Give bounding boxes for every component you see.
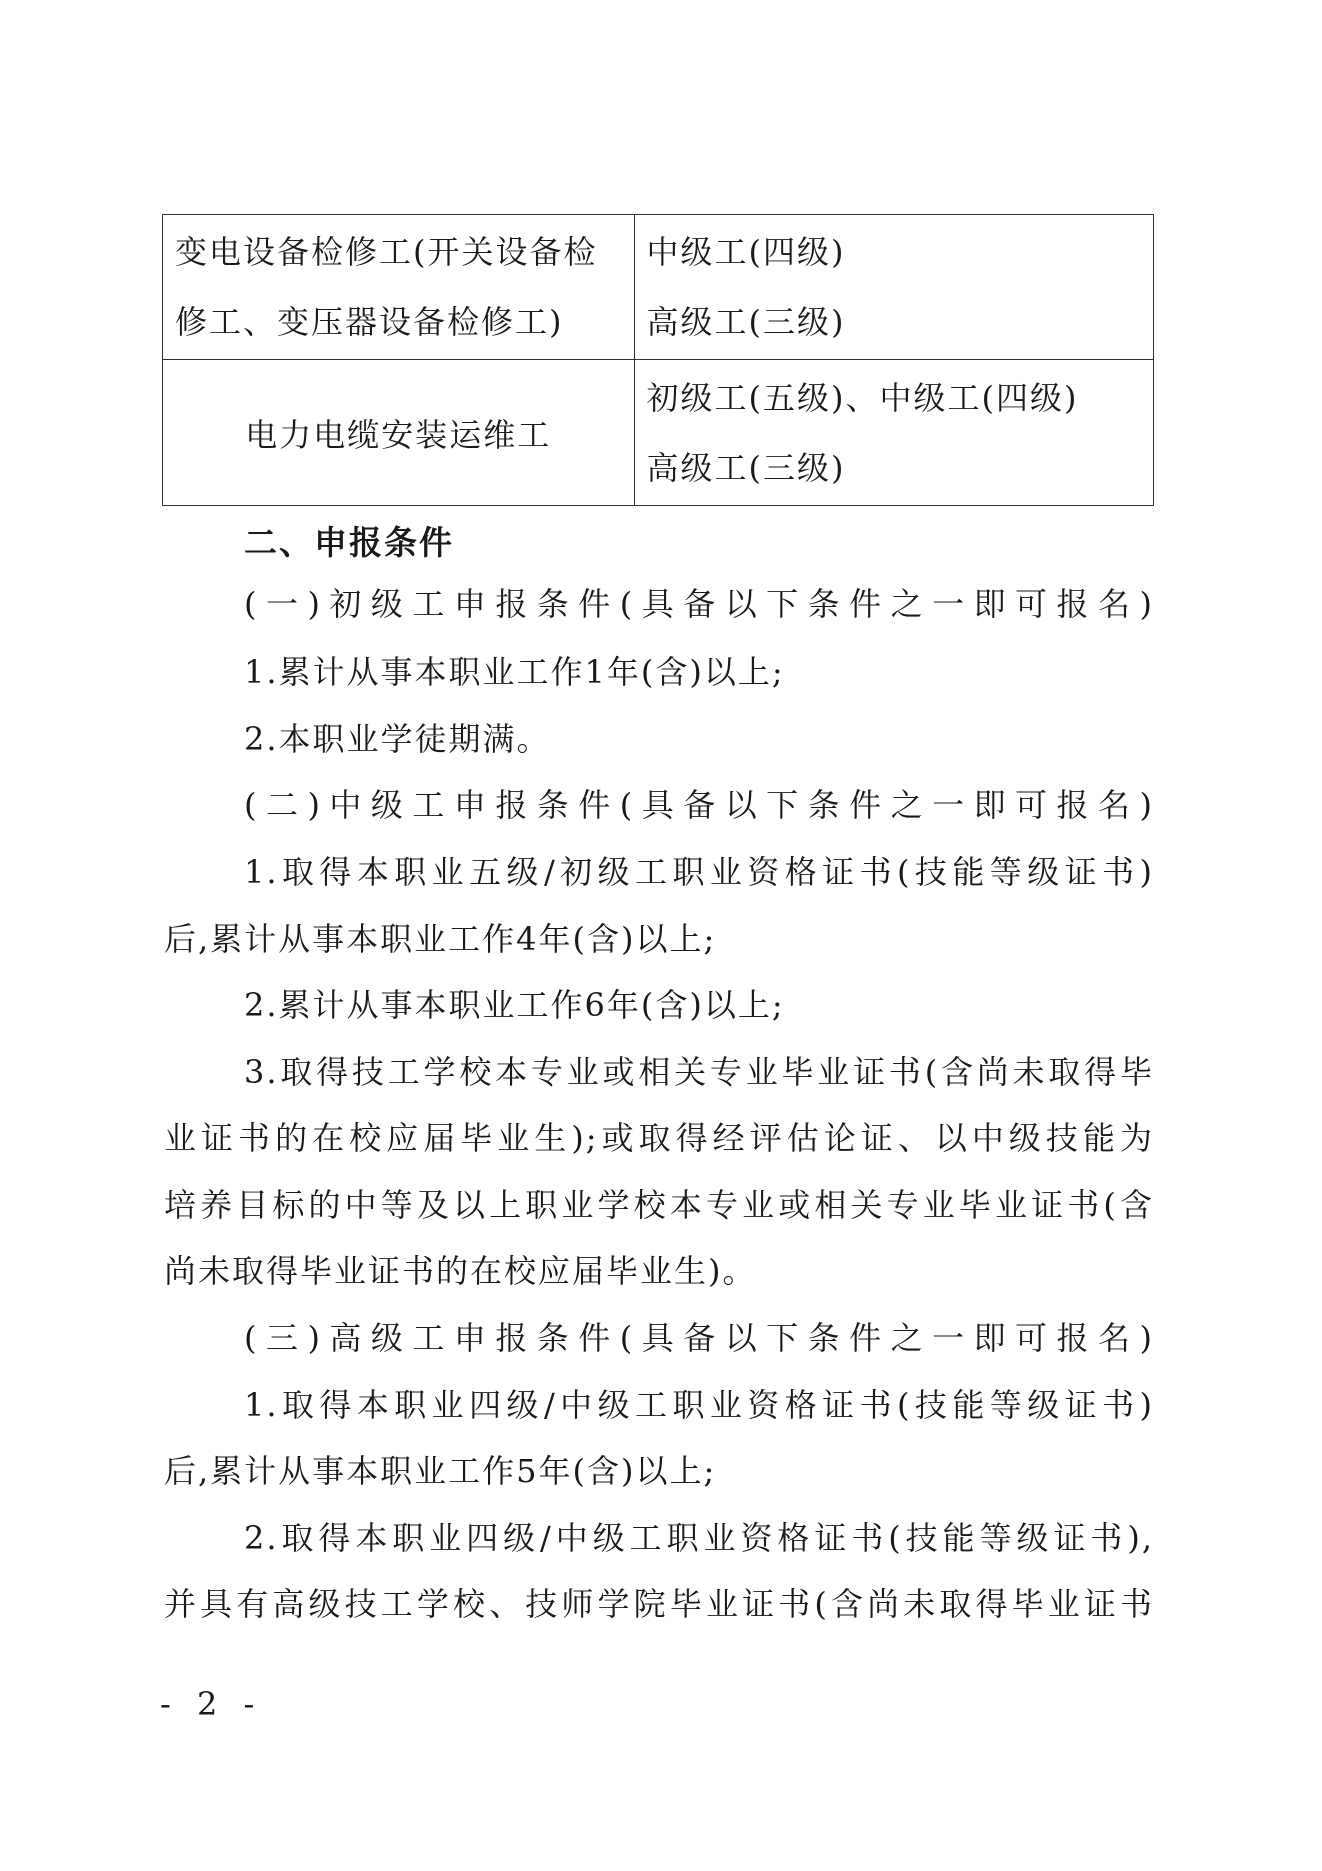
level-line: 高级工(三级) <box>646 303 846 341</box>
occupation-line: 变电设备检修工(开关设备检 <box>175 233 598 271</box>
paragraph-line: 1.取得本职业四级/中级工职业资格证书(技能等级证书) <box>244 1386 1154 1424</box>
paragraph-line: 3.取得技工学校本专业或相关专业毕业证书(含尚未取得毕 <box>244 1053 1154 1091</box>
level-line: 中级工(四级) <box>646 233 846 271</box>
level-cell <box>634 360 1153 506</box>
paragraph-line: 并具有高级技工学校、技师学院毕业证书(含尚未取得毕业证书 <box>164 1585 1154 1623</box>
paragraph-line: 培养目标的中等及以上职业学校本专业或相关专业毕业证书(含 <box>164 1186 1154 1224</box>
paragraph-line: 1.累计从事本职业工作1年(含)以上; <box>244 653 785 691</box>
paragraph-line: 2.取得本职业四级/中级工职业资格证书(技能等级证书), <box>244 1519 1154 1557</box>
level-cell <box>634 215 1153 360</box>
paragraph-line: 2.累计从事本职业工作6年(含)以上; <box>244 986 785 1024</box>
table-row <box>163 215 1154 360</box>
paragraph-line: 后,累计从事本职业工作4年(含)以上; <box>164 920 717 958</box>
occupation-cell: 电力电缆安装运维工 <box>163 360 635 506</box>
occupation-line: 修工、变压器设备检修工) <box>175 303 564 341</box>
paragraph-line: 尚未取得毕业证书的在校应届毕业生)。 <box>164 1252 757 1290</box>
level-line: 初级工(五级)、中级工(四级) <box>646 378 1079 417</box>
section-heading: 二、申报条件 <box>244 523 454 562</box>
paragraph-line: 后,累计从事本职业工作5年(含)以上; <box>164 1452 717 1490</box>
paragraph-line: 1.取得本职业五级/初级工职业资格证书(技能等级证书) <box>244 853 1154 891</box>
page-number: - 2 - <box>160 1685 263 1723</box>
paragraph-line: 业证书的在校应届毕业生);或取得经评估论证、以中级技能为 <box>164 1119 1154 1157</box>
table-row <box>163 360 1154 506</box>
occupation-level-table <box>162 214 1154 506</box>
subsection-title: (二)中级工申报条件(具备以下条件之一即可报名) <box>244 786 1154 824</box>
subsection-title: (三)高级工申报条件(具备以下条件之一即可报名) <box>244 1319 1154 1357</box>
paragraph-line: 2.本职业学徒期满。 <box>244 720 551 758</box>
subsection-title: (一)初级工申报条件(具备以下条件之一即可报名) <box>244 585 1154 623</box>
occupation-cell <box>163 215 635 360</box>
level-line: 高级工(三级) <box>646 448 846 487</box>
